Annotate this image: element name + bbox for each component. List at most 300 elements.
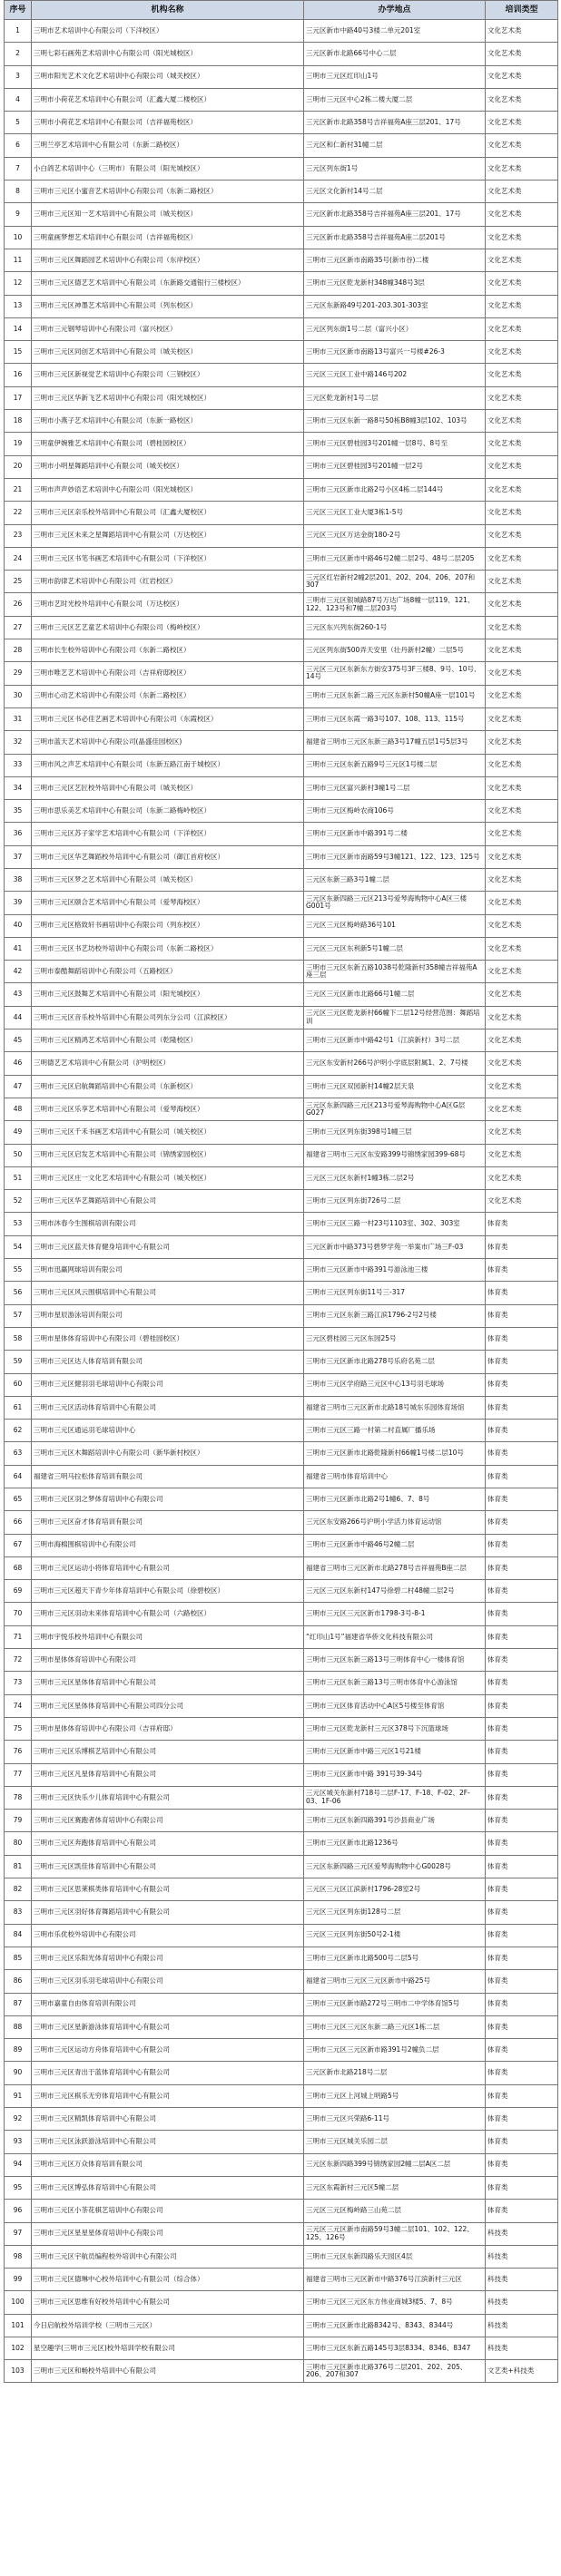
- table-row: [5, 1763, 558, 1786]
- institution-name-cell: 福建省三明马拉松体育培训有限公司: [32, 1465, 304, 1488]
- row-index-cell: 1: [5, 20, 32, 43]
- training-type-cell: 文化艺术类: [486, 1190, 558, 1213]
- table-row: [5, 1098, 558, 1120]
- school-location-cell: 三元区列东街1号二层（富兴小区）: [304, 317, 486, 340]
- table-row: [5, 1259, 558, 1282]
- row-index-cell: 51: [5, 1166, 32, 1189]
- institution-name-cell: 三明市三元区乐博棋艺培训中心有限公司: [32, 1741, 304, 1763]
- institution-name-cell: 三明市阳光艺术文化艺术培训中心有限公司（城关校区）: [32, 65, 304, 88]
- training-type-cell: 文化艺术类: [486, 157, 558, 180]
- school-location-cell: 三明市三元区新市中路42号1（江滨新村）3号二层: [304, 1029, 486, 1052]
- training-type-cell: 文化艺术类: [486, 868, 558, 891]
- table-row: [5, 961, 558, 983]
- school-location-cell: 三元区城关东新村718号二层F-17、F-18、F-02、2F-03、1F-06: [304, 1786, 486, 1809]
- table-row: [5, 181, 558, 203]
- school-location-cell: 三明市三元区东新二路三元区东新村50幢A座一层101号: [304, 685, 486, 707]
- school-location-cell: 三明市三元区三路一村23号1103室、302、303室: [304, 1213, 486, 1235]
- table-row: [5, 1970, 558, 1993]
- row-index-cell: 13: [5, 295, 32, 317]
- table-row: [5, 249, 558, 271]
- institution-name-cell: 今日启航校外培训学校（三明市三元区）: [32, 2314, 304, 2337]
- table-row: [5, 800, 558, 823]
- institution-name-cell: 三明童画梦想艺术培训中心有限公司（吉祥福苑校区）: [32, 226, 304, 249]
- row-index-cell: 77: [5, 1763, 32, 1786]
- institution-name-cell: 三明市小荷花艺术培训中心有限公司（汇鑫大厦二楼校区）: [32, 88, 304, 111]
- training-type-cell: 文化艺术类: [486, 845, 558, 868]
- institution-name-cell: 三明市乐优校外培训中心有限公司: [32, 1924, 304, 1947]
- row-index-cell: 81: [5, 1855, 32, 1878]
- training-type-cell: 文化艺术类: [486, 776, 558, 799]
- institution-name-cell: 三明市三元区书艺坊校外培训中心有限公司（东新二路校区）: [32, 937, 304, 960]
- training-type-cell: 体育类: [486, 1373, 558, 1396]
- training-type-cell: 体育类: [486, 1741, 558, 1763]
- row-index-cell: 41: [5, 937, 32, 960]
- institution-name-cell: 三明市三元区快乐少儿体育培训中心有限公司: [32, 1786, 304, 1809]
- row-index-cell: 58: [5, 1327, 32, 1350]
- table-row: [5, 1029, 558, 1052]
- school-location-cell: 三元区新市北路218号二层: [304, 2062, 486, 2084]
- table-row: [5, 2200, 558, 2222]
- school-location-cell: 三元区三元区乾龙新村66幢下二层12号经营范围：舞蹈培训: [304, 1006, 486, 1029]
- training-type-cell: 文化艺术类: [486, 455, 558, 478]
- institution-name-cell: 小白鸽艺术培训中心（三明市）有限公司（阳光城校区）: [32, 157, 304, 180]
- school-location-cell: 三明市三元区双园新村14幢2层天泉: [304, 1075, 486, 1098]
- school-location-cell: 三明市三元区三元区东方伟业商城3楼5、7、8号: [304, 2291, 486, 2314]
- training-type-cell: 文化艺术类: [486, 914, 558, 937]
- institution-name-cell: 三明市三元区神墨艺术培训中心有限公司（列东校区）: [32, 295, 304, 317]
- institution-name-cell: 三明市声声妙语艺术培训中心有限公司（阳光城校区）: [32, 478, 304, 501]
- row-index-cell: 99: [5, 2269, 32, 2291]
- institution-name-cell: 三明市风之声艺术培训中心有限公司（东新五路江南于城校区）: [32, 754, 304, 776]
- institution-name-cell: 三明市三元区羽乐羽毛球培训中心有限公司: [32, 1970, 304, 1993]
- training-type-cell: 文化艺术类: [486, 754, 558, 776]
- institution-name-cell: 三明市嘉童自由体育培训有限公司: [32, 1993, 304, 2015]
- row-index-cell: 20: [5, 455, 32, 478]
- table-row: [5, 203, 558, 226]
- school-location-cell: 三元区东新三路3号1幢二层: [304, 868, 486, 891]
- row-index-cell: 7: [5, 157, 32, 180]
- school-location-cell: 三明市三元区东新五路1038号乾隆新村358幢吉祥福苑A座三层: [304, 961, 486, 983]
- table-row: [5, 1327, 558, 1350]
- institution-name-cell: 三明市三元区羽动未来体育培训中心有限公司（六路校区）: [32, 1603, 304, 1625]
- training-type-cell: 文化艺术类: [486, 226, 558, 249]
- training-type-cell: 文化艺术类: [486, 1029, 558, 1052]
- institution-name-cell: 三明市三元区风云围棋培训中心有限公司: [32, 1282, 304, 1304]
- training-type-cell: 文艺类+科技类: [486, 2360, 558, 2383]
- training-type-cell: 体育类: [486, 2039, 558, 2062]
- row-index-cell: 70: [5, 1603, 32, 1625]
- institution-name-cell: 三明市三元区星体体育培训中心有限公司: [32, 1672, 304, 1694]
- row-index-cell: 31: [5, 707, 32, 730]
- institution-name-cell: 三明市迅赢网球培训有限公司: [32, 1259, 304, 1282]
- training-type-cell: 文化艺术类: [486, 639, 558, 662]
- row-index-cell: 24: [5, 547, 32, 570]
- table-row: [5, 685, 558, 707]
- training-type-cell: 文化艺术类: [486, 571, 558, 593]
- table-row: [5, 2039, 558, 2062]
- table-row: [5, 157, 558, 180]
- training-type-cell: 文化艺术类: [486, 433, 558, 455]
- training-type-cell: 体育类: [486, 1603, 558, 1625]
- row-index-cell: 16: [5, 364, 32, 386]
- table-row: [5, 1832, 558, 1855]
- table-row: [5, 1304, 558, 1327]
- row-index-cell: 61: [5, 1396, 32, 1419]
- row-index-cell: 17: [5, 386, 32, 409]
- institution-name-cell: 三明市沐春今生围棋培训有限公司: [32, 1213, 304, 1235]
- table-row: [5, 65, 558, 88]
- training-type-cell: 体育类: [486, 1786, 558, 1809]
- training-type-cell: 体育类: [486, 1304, 558, 1327]
- table-row: [5, 1717, 558, 1740]
- school-location-cell: 三明市三元区新市中路46号2幢二层2号、48号二层205: [304, 547, 486, 570]
- table-row: [5, 731, 558, 754]
- training-type-cell: 文化艺术类: [486, 731, 558, 754]
- institution-name-cell: 三明市三元区星体体育培训中心有限公司四分公司: [32, 1694, 304, 1717]
- training-type-cell: 体育类: [486, 1947, 558, 1969]
- row-index-cell: 66: [5, 1511, 32, 1534]
- school-location-cell: 三明市三元区三元区新市路391号2幢负二层: [304, 2039, 486, 2062]
- table-row: [5, 2245, 558, 2268]
- training-type-cell: 文化艺术类: [486, 593, 558, 616]
- table-row: [5, 478, 558, 501]
- row-index-cell: 52: [5, 1190, 32, 1213]
- institution-name-cell: 三明市三元区华艺舞蹈培训中心有限公司: [32, 1190, 304, 1213]
- training-type-cell: 科技类: [486, 2245, 558, 2268]
- institution-name-cell: 三明市三元区星星星体育培训中心有限公司: [32, 2222, 304, 2245]
- table-row: [5, 2153, 558, 2176]
- training-type-cell: 文化艺术类: [486, 249, 558, 271]
- training-type-cell: 体育类: [486, 1672, 558, 1694]
- school-location-cell: 三元区东新四路399号锦绣家园2幢二层A区二层: [304, 2153, 486, 2176]
- training-type-cell: 体育类: [486, 1970, 558, 1993]
- training-type-cell: 文化艺术类: [486, 1144, 558, 1166]
- training-type-cell: 文化艺术类: [486, 616, 558, 639]
- table-row: [5, 1556, 558, 1579]
- institution-name-cell: 三明市三元区华艺舞蹈校外培训中心有限公司（御江首府校区）: [32, 845, 304, 868]
- table-row: [5, 2337, 558, 2359]
- row-index-cell: 83: [5, 1901, 32, 1924]
- training-type-cell: 文化艺术类: [486, 823, 558, 845]
- table-row: [5, 1786, 558, 1809]
- school-location-cell: 三明市三元区新市南路13号富兴一号楼#26-3: [304, 341, 486, 364]
- school-location-cell: 三元区三元区东新东方街安375号3F三楼8、9号、10号、14号: [304, 662, 486, 685]
- row-index-cell: 60: [5, 1373, 32, 1396]
- table-row: [5, 524, 558, 547]
- training-type-cell: 文化艺术类: [486, 892, 558, 914]
- table-row: [5, 983, 558, 1006]
- school-location-cell: 福建省三明市体育培训中心: [304, 1465, 486, 1488]
- training-type-cell: 体育类: [486, 1878, 558, 1901]
- institution-name-cell: 三明市三元区舞蹈园艺术培训中心有限公司（东岸校区）: [32, 249, 304, 271]
- table-row: [5, 1235, 558, 1258]
- table-row: [5, 1625, 558, 1648]
- institution-name-cell: 三明市三元区羽之梦体育培训中心有限公司: [32, 1488, 304, 1511]
- school-location-cell: 三元区三元区梅岭路三山苑二层: [304, 2200, 486, 2222]
- school-location-cell: 三明市三元区东新五路145号3层8334、8346、8347: [304, 2337, 486, 2359]
- table-row: [5, 2062, 558, 2084]
- school-location-cell: 三元区三元区新市北路66号1幢二层: [304, 983, 486, 1006]
- institution-name-cell: 三明市三元区奋才体育培训有限公司: [32, 1511, 304, 1534]
- table-row: [5, 1396, 558, 1419]
- school-location-cell: 三明市三元区新市南路35号(新市谷)二楼: [304, 249, 486, 271]
- row-index-cell: 47: [5, 1075, 32, 1098]
- training-type-cell: 体育类: [486, 1213, 558, 1235]
- table-body: [5, 20, 558, 2383]
- row-index-cell: 2: [5, 43, 32, 65]
- school-location-cell: 三明市三元区城关乐园二层: [304, 2131, 486, 2153]
- school-location-cell: 三明市三元区兴荣路6-11号: [304, 2108, 486, 2131]
- institution-name-cell: 三明市三元区颐合艺术培训中心有限公司（爱琴海校区）: [32, 892, 304, 914]
- row-index-cell: 63: [5, 1442, 32, 1465]
- table-row: [5, 1121, 558, 1144]
- training-type-cell: 文化艺术类: [486, 410, 558, 433]
- institution-name-cell: 三明市三元区健羽羽毛球培训中心有限公司: [32, 1373, 304, 1396]
- training-type-cell: 科技类: [486, 2222, 558, 2245]
- institution-name-cell: 三明童伊婉雅艺术培训中心有限公司（碧桂园校区）: [32, 433, 304, 455]
- school-location-cell: 三元区东霞新村三元区5幢二层: [304, 2176, 486, 2199]
- school-location-cell: 三明市三元区新市中路 391号39-34号: [304, 1763, 486, 1786]
- table-row: [5, 1006, 558, 1029]
- table-row: [5, 2131, 558, 2153]
- training-type-cell: 文化艺术类: [486, 524, 558, 547]
- institution-name-cell: 三明市三元区德琳中心校外培训中心有限公司（综合体）: [32, 2269, 304, 2291]
- institution-name-cell: 三明市三元区蓝天体育健身培训中心有限公司: [32, 1235, 304, 1258]
- row-index-cell: 6: [5, 134, 32, 157]
- row-index-cell: 33: [5, 754, 32, 776]
- table-row: [5, 455, 558, 478]
- table-row: [5, 226, 558, 249]
- training-type-cell: 体育类: [486, 2176, 558, 2199]
- table-row: [5, 1488, 558, 1511]
- institution-name-cell: 三明市三元区小茶花棋艺培训中心有限公司: [32, 2200, 304, 2222]
- table-row: [5, 1511, 558, 1534]
- row-index-cell: 39: [5, 892, 32, 914]
- training-type-cell: 体育类: [486, 1488, 558, 1511]
- row-index-cell: 68: [5, 1556, 32, 1579]
- training-type-cell: 文化艺术类: [486, 43, 558, 65]
- row-index-cell: 82: [5, 1878, 32, 1901]
- training-type-cell: 文化艺术类: [486, 88, 558, 111]
- school-location-cell: 三明市三元区东新三路13号三明市体育中心游泳馆: [304, 1672, 486, 1694]
- table-row: [5, 2269, 558, 2291]
- school-location-cell: 三明市三元区梅岭农商106号: [304, 800, 486, 823]
- training-type-cell: 科技类: [486, 2269, 558, 2291]
- institution-name-cell: 三明市三元区赛跑者体育培训中心有限公司: [32, 1810, 304, 1832]
- table-row: [5, 433, 558, 455]
- school-location-cell: 三明市三元区新市北路278号乐府名苑二层: [304, 1351, 486, 1373]
- school-location-cell: 三元区新市中路40号3楼二单元201室: [304, 20, 486, 43]
- training-type-cell: 体育类: [486, 1901, 558, 1924]
- row-index-cell: 54: [5, 1235, 32, 1258]
- school-location-cell: 三明市三元区碧桂园3号201幢一层8号、8号至: [304, 433, 486, 455]
- table-row: [5, 1052, 558, 1075]
- training-type-cell: 文化艺术类: [486, 547, 558, 570]
- institution-name-cell: 三明市唯艺艺术培训中心有限公司（吉祥府邸校区）: [32, 662, 304, 685]
- school-location-cell: 三明市三元区东新三路13号三明体育中心一楼体育馆: [304, 1649, 486, 1672]
- table-row: [5, 20, 558, 43]
- row-index-cell: 103: [5, 2360, 32, 2383]
- institution-name-cell: 三明市三元区棋乐无穷体育培训中心有限公司: [32, 2084, 304, 2107]
- institution-name-cell: 三明市三元区乐享艺术培训中心有限公司（爱琴海校区）: [32, 1098, 304, 1120]
- row-index-cell: 88: [5, 2015, 32, 2038]
- table-row: [5, 707, 558, 730]
- school-location-cell: 三元区文化新村14号二层: [304, 181, 486, 203]
- row-index-cell: 78: [5, 1786, 32, 1809]
- row-index-cell: 29: [5, 662, 32, 685]
- school-location-cell: 三明市三元区三元区新市1798-3号-8-1: [304, 1603, 486, 1625]
- training-type-cell: 体育类: [486, 1396, 558, 1419]
- institution-name-cell: 三明市三元区苏子家学艺术培训中心有限公司（下洋校区）: [32, 823, 304, 845]
- institution-name-cell: 三明市三元区亲乐校外培训中心有限公司（汇鑫大厦校区）: [32, 502, 304, 524]
- school-location-cell: 三明市三元区体育活动中心A区5号楼至体育馆: [304, 1694, 486, 1717]
- school-location-cell: 三元区三元区新市南路59号3幢二层101、102、122、125、126号: [304, 2222, 486, 2245]
- school-location-cell: 三明市三元区新市中路三元区1号21楼: [304, 1741, 486, 1763]
- school-location-cell: 三元区东新路49号201-203.301-303室: [304, 295, 486, 317]
- row-index-cell: 27: [5, 616, 32, 639]
- training-type-cell: 文化艺术类: [486, 386, 558, 409]
- institution-name-cell: 三明市三元区青出于蓝体育培训中心有限公司: [32, 2062, 304, 2084]
- training-type-cell: 文化艺术类: [486, 502, 558, 524]
- institution-name-cell: 三明市三元区思莱棋类体育培训中心有限公司: [32, 1878, 304, 1901]
- row-index-cell: 49: [5, 1121, 32, 1144]
- school-location-cell: 三元区三元区东新村147号徐碧二村48幢二层2号: [304, 1580, 486, 1603]
- row-index-cell: 79: [5, 1810, 32, 1832]
- school-location-cell: “红印山1号”福建省华侨文化科技有限公司: [304, 1625, 486, 1648]
- row-index-cell: 53: [5, 1213, 32, 1235]
- institution-name-cell: 三明市三元区艺匠校外培训中心有限公司（城关校区）: [32, 776, 304, 799]
- table-row: [5, 1901, 558, 1924]
- table-row: [5, 1603, 558, 1625]
- row-index-cell: 84: [5, 1924, 32, 1947]
- row-index-cell: 75: [5, 1717, 32, 1740]
- school-location-cell: 三元区东安路266号沪明小学活力体育运动馆: [304, 1511, 486, 1534]
- row-index-cell: 32: [5, 731, 32, 754]
- table-row: [5, 2015, 558, 2038]
- table-row: [5, 662, 558, 685]
- institution-name-cell: 三明市三元区奔跑体育培训中心有限公司: [32, 1832, 304, 1855]
- row-index-cell: 72: [5, 1649, 32, 1672]
- row-index-cell: 94: [5, 2153, 32, 2176]
- institution-name-cell: 三明市三元区运动方舟体育培训中心有限公司: [32, 2039, 304, 2062]
- row-index-cell: 21: [5, 478, 32, 501]
- training-type-cell: 体育类: [486, 2062, 558, 2084]
- training-type-cell: 体育类: [486, 1556, 558, 1579]
- table-row: [5, 1649, 558, 1672]
- table-row: [5, 892, 558, 914]
- school-location-cell: 三明市三元区新市北路乾隆新村66幢1号楼二层10号: [304, 1442, 486, 1465]
- institution-name-cell: 三明市小荷花艺术培训中心有限公司（吉祥福苑校区）: [32, 112, 304, 134]
- institution-name-cell: 三明市三元区木舞蹈培训中心有限公司（新华新村校区）: [32, 1442, 304, 1465]
- school-location-cell: 三明市三元区新市中路391号二楼: [304, 823, 486, 845]
- row-index-cell: 97: [5, 2222, 32, 2245]
- institution-name-cell: 三明市三元区知一艺术培训中心有限公司（城关校区）: [32, 203, 304, 226]
- row-index-cell: 98: [5, 2245, 32, 2268]
- table-row: [5, 1373, 558, 1396]
- row-index-cell: 34: [5, 776, 32, 799]
- row-index-cell: 10: [5, 226, 32, 249]
- institution-name-cell: 三明市心动艺术培训中心有限公司（东新二路校区）: [32, 685, 304, 707]
- school-location-cell: 三明市三元区新市北路376号二层201、202、205、206、207和307: [304, 2360, 486, 2383]
- school-location-cell: 三明市三元区东新四路391号沙县商业广场: [304, 1810, 486, 1832]
- row-index-cell: 26: [5, 593, 32, 616]
- institution-name-cell: 三明市小燕子艺术培训中心有限公司（东新一路校区）: [32, 410, 304, 433]
- table-row: [5, 776, 558, 799]
- institution-name-cell: 三明市三元区精凯体育培训中心有限公司: [32, 2108, 304, 2131]
- registry-sheet: [4, 0, 557, 2383]
- row-index-cell: 76: [5, 1741, 32, 1763]
- institution-name-cell: 三明市星体体育培训中心有限公司（碧桂园校区）: [32, 1327, 304, 1350]
- school-location-cell: 三明市三元区新市中路46号2幢二层: [304, 1534, 486, 1556]
- institution-name-cell: 三明市三元区博弘体育培训中心有限公司: [32, 2176, 304, 2199]
- institution-name-cell: 三明市三元区同创艺术培训中心有限公司（城关校区）: [32, 341, 304, 364]
- table-row: [5, 2108, 558, 2131]
- table-row: [5, 1351, 558, 1373]
- row-index-cell: 42: [5, 961, 32, 983]
- school-location-cell: 福建省三明市三元区东新三路3号17幢五层1号5层3号: [304, 731, 486, 754]
- training-type-cell: 文化艺术类: [486, 707, 558, 730]
- row-index-cell: 44: [5, 1006, 32, 1029]
- institution-name-cell: 三明七彩石画苑艺术培训中心有限公司（阳光城校区）: [32, 43, 304, 65]
- table-row: [5, 754, 558, 776]
- row-index-cell: 45: [5, 1029, 32, 1052]
- row-index-cell: 80: [5, 1832, 32, 1855]
- table-row: [5, 823, 558, 845]
- row-index-cell: 8: [5, 181, 32, 203]
- training-type-cell: 科技类: [486, 2337, 558, 2359]
- school-location-cell: 三明市三元区碧桂园3号201幢一层2号: [304, 455, 486, 478]
- institution-name-cell: 三明市三元区思维有好校外培训中心有限公司: [32, 2291, 304, 2314]
- institution-name-cell: 三明市蓝天艺术培训中心有限公司(晶盛佳园校区): [32, 731, 304, 754]
- institution-name-cell: 三明市艺术培训中心有限公司（下洋校区）: [32, 20, 304, 43]
- training-type-cell: 体育类: [486, 1763, 558, 1786]
- row-index-cell: 86: [5, 1970, 32, 1993]
- school-location-cell: 福建省三明市三元区新市中路376号江滨新村三元区: [304, 2269, 486, 2291]
- school-location-cell: 三元区三元区江滨新村1796-28室2号: [304, 1878, 486, 1901]
- school-location-cell: 三明市三元区新市中路391号游泳池三楼: [304, 1259, 486, 1282]
- institution-name-cell: 三明市三元区运动小将体育培训中心有限公司: [32, 1556, 304, 1579]
- school-location-cell: 三元区列东街1号: [304, 157, 486, 180]
- table-row: [5, 2084, 558, 2107]
- row-index-cell: 93: [5, 2131, 32, 2153]
- school-location-cell: 三元区和仁新村31幢二层: [304, 134, 486, 157]
- institution-name-cell: 三明市三元区星新游泳体育培训中心有限公司: [32, 2015, 304, 2038]
- school-location-cell: 三明市三元区新市南路59号3幢121、122、123、125号: [304, 845, 486, 868]
- table-row: [5, 2176, 558, 2199]
- table-row: [5, 571, 558, 593]
- school-location-cell: 三元区列东街500弄天安里（壮丹新村2幢）二层5号: [304, 639, 486, 662]
- institution-name-cell: 三明市三元区音乐校外培训中心有限公司列东分公司（江滨校区）: [32, 1006, 304, 1029]
- table-row: [5, 341, 558, 364]
- school-location-cell: 三明市三元区上河城上明路5号: [304, 2084, 486, 2107]
- table-row: [5, 317, 558, 340]
- table-row: [5, 112, 558, 134]
- table-row: [5, 1741, 558, 1763]
- institution-name-cell: 三明市三元区未来之星舞蹈培训中心有限公司（万达校区）: [32, 524, 304, 547]
- school-location-cell: 三元区东新四路三元区213号爱琴海购物中心A区G层G027: [304, 1098, 486, 1120]
- table-row: [5, 1672, 558, 1694]
- school-location-cell: 三明市三元区学府路三元区中心13号羽毛球场: [304, 1373, 486, 1396]
- training-type-cell: 文化艺术类: [486, 1121, 558, 1144]
- school-location-cell: 三明市三元区中心2栋二楼大厦二层: [304, 88, 486, 111]
- training-type-cell: 文化艺术类: [486, 1052, 558, 1075]
- row-index-cell: 74: [5, 1694, 32, 1717]
- row-index-cell: 89: [5, 2039, 32, 2062]
- table-row: [5, 1144, 558, 1166]
- table-row: [5, 2360, 558, 2383]
- row-index-cell: 5: [5, 112, 32, 134]
- training-type-cell: 体育类: [486, 2131, 558, 2153]
